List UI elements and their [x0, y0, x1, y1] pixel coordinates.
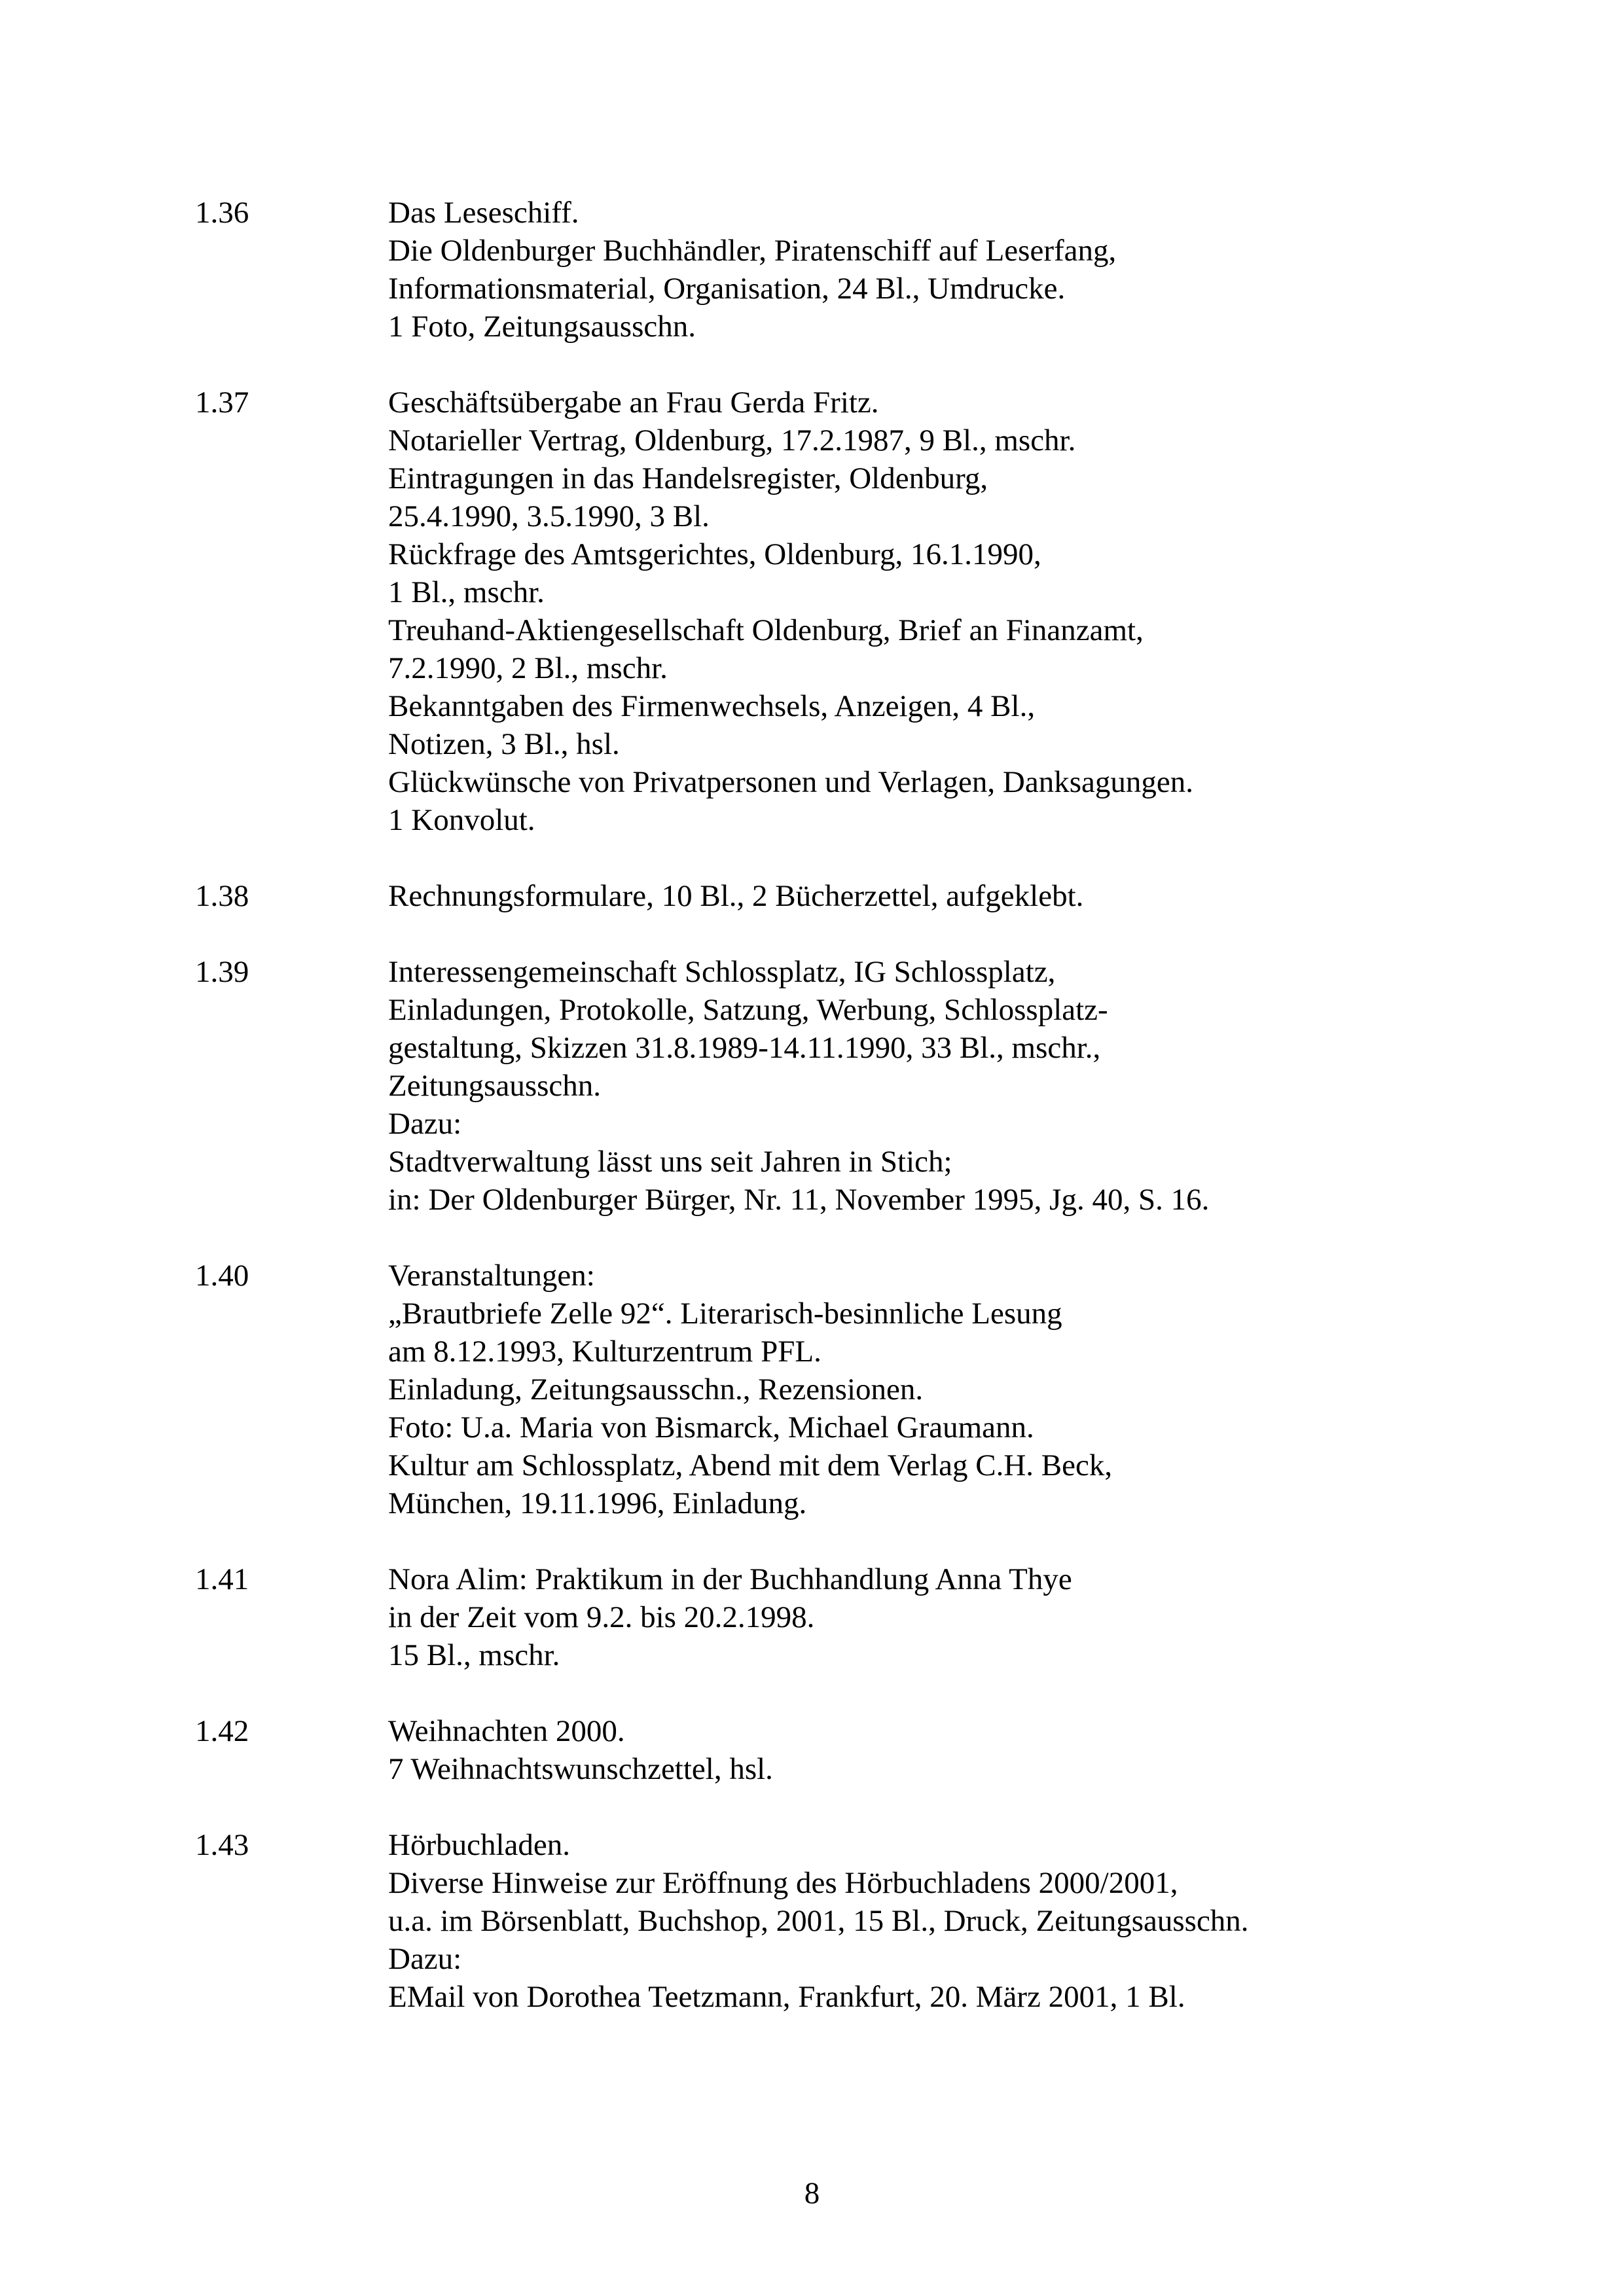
entry-1-36 [195, 194, 1439, 346]
entry-number: 1.41 [195, 1562, 249, 1596]
entry-description [388, 1826, 1439, 2016]
entry-line: Bekanntgaben des Firmenwechsels, Anzeigen, 4 Bl., [388, 689, 1036, 723]
entry-line: Nora Alim: Praktikum in der Buchhandlung Anna Thye [388, 1562, 1072, 1596]
entry-line: Stadtverwaltung lässt uns seit Jahren in Stich; [388, 1145, 952, 1179]
entry-1-38 [195, 877, 1439, 915]
entry-line: Glückwünsche von Privatpersonen und Verlagen, Danksagungen. [388, 765, 1193, 799]
entry-line: 1 Konvolut. [388, 803, 535, 837]
entry-number: 1.42 [195, 1714, 249, 1748]
entry-line: Einladungen, Protokolle, Satzung, Werbung, Schlossplatz- [388, 993, 1108, 1027]
entry-1-41 [195, 1560, 1439, 1674]
entry-line: 1 Foto, Zeitungsausschn. [388, 310, 696, 344]
entry-1-43 [195, 1826, 1439, 2016]
entry-line: Rückfrage des Amtsgerichtes, Oldenburg, 16.1.1990, [388, 537, 1041, 571]
entry-description [388, 1560, 1439, 1674]
entry-line: Weihnachten 2000. [388, 1714, 625, 1748]
entry-line: Die Oldenburger Buchhändler, Piratenschiff auf Leserfang, [388, 234, 1117, 268]
entry-line: Dazu: [388, 1942, 462, 1976]
entry-list [195, 194, 1439, 2054]
entry-number: 1.39 [195, 955, 249, 989]
entry-line: Zeitungsausschn. [388, 1069, 602, 1103]
entry-line: 7 Weihnachtswunschzettel, hsl. [388, 1752, 773, 1786]
entry-line: 7.2.1990, 2 Bl., mschr. [388, 651, 668, 685]
entry-line: Notarieller Vertrag, Oldenburg, 17.2.1987, 9 Bl., mschr. [388, 423, 1076, 457]
entry-1-40 [195, 1257, 1439, 1522]
entry-line: Rechnungsformulare, 10 Bl., 2 Bücherzettel, aufgeklebt. [388, 879, 1084, 913]
entry-description [388, 1257, 1439, 1522]
entry-line: am 8.12.1993, Kulturzentrum PFL. [388, 1335, 821, 1369]
entry-line: Einladung, Zeitungsausschn., Rezensionen. [388, 1372, 924, 1407]
entry-number: 1.36 [195, 196, 249, 230]
entry-line: „Brautbriefe Zelle 92“. Literarisch-besinnliche Lesung [388, 1297, 1062, 1331]
entry-number: 1.38 [195, 879, 249, 913]
entry-1-39 [195, 953, 1439, 1219]
entry-line: 15 Bl., mschr. [388, 1638, 560, 1672]
entry-line: 1 Bl., mschr. [388, 575, 545, 609]
entry-line: Dazu: [388, 1107, 462, 1141]
entry-line: EMail von Dorothea Teetzmann, Frankfurt, 20. März 2001, 1 Bl. [388, 1980, 1185, 2014]
entry-line: Eintragungen in das Handelsregister, Oldenburg, [388, 461, 988, 495]
entry-description [388, 384, 1439, 839]
entry-line: Treuhand-Aktiengesellschaft Oldenburg, Brief an Finanzamt, [388, 613, 1144, 647]
entry-1-37 [195, 384, 1439, 839]
entry-description [388, 877, 1439, 915]
entry-description [388, 1712, 1439, 1788]
entry-1-42 [195, 1712, 1439, 1788]
entry-line: Interessengemeinschaft Schlossplatz, IG Schlossplatz, [388, 955, 1056, 989]
page-number: 8 [804, 2176, 820, 2210]
entry-line: Geschäftsübergabe an Frau Gerda Fritz. [388, 386, 879, 420]
entry-line: Kultur am Schlossplatz, Abend mit dem Verlag C.H. Beck, [388, 1448, 1113, 1482]
entry-line: Foto: U.a. Maria von Bismarck, Michael Graumann. [388, 1410, 1034, 1444]
entry-line: 25.4.1990, 3.5.1990, 3 Bl. [388, 499, 710, 533]
entry-number: 1.37 [195, 386, 249, 420]
entry-line: München, 19.11.1996, Einladung. [388, 1486, 807, 1520]
entry-line: Informationsmaterial, Organisation, 24 Bl., Umdrucke. [388, 272, 1066, 306]
entry-line: Notizen, 3 Bl., hsl. [388, 727, 620, 761]
entry-line: in: Der Oldenburger Bürger, Nr. 11, November 1995, Jg. 40, S. 16. [388, 1183, 1210, 1217]
entry-line: in der Zeit vom 9.2. bis 20.2.1998. [388, 1600, 815, 1634]
entry-line: Veranstaltungen: [388, 1259, 595, 1293]
entry-line: gestaltung, Skizzen 31.8.1989-14.11.1990, 33 Bl., mschr., [388, 1031, 1101, 1065]
entry-number: 1.43 [195, 1828, 249, 1862]
entry-description [388, 194, 1439, 346]
entry-number: 1.40 [195, 1259, 249, 1293]
entry-line: Hörbuchladen. [388, 1828, 570, 1862]
entry-line: Das Leseschiff. [388, 196, 579, 230]
entry-line: Diverse Hinweise zur Eröffnung des Hörbuchladens 2000/2001, [388, 1866, 1178, 1900]
entry-description [388, 953, 1439, 1219]
entry-line: u.a. im Börsenblatt, Buchshop, 2001, 15 Bl., Druck, Zeitungsausschn. [388, 1904, 1249, 1938]
